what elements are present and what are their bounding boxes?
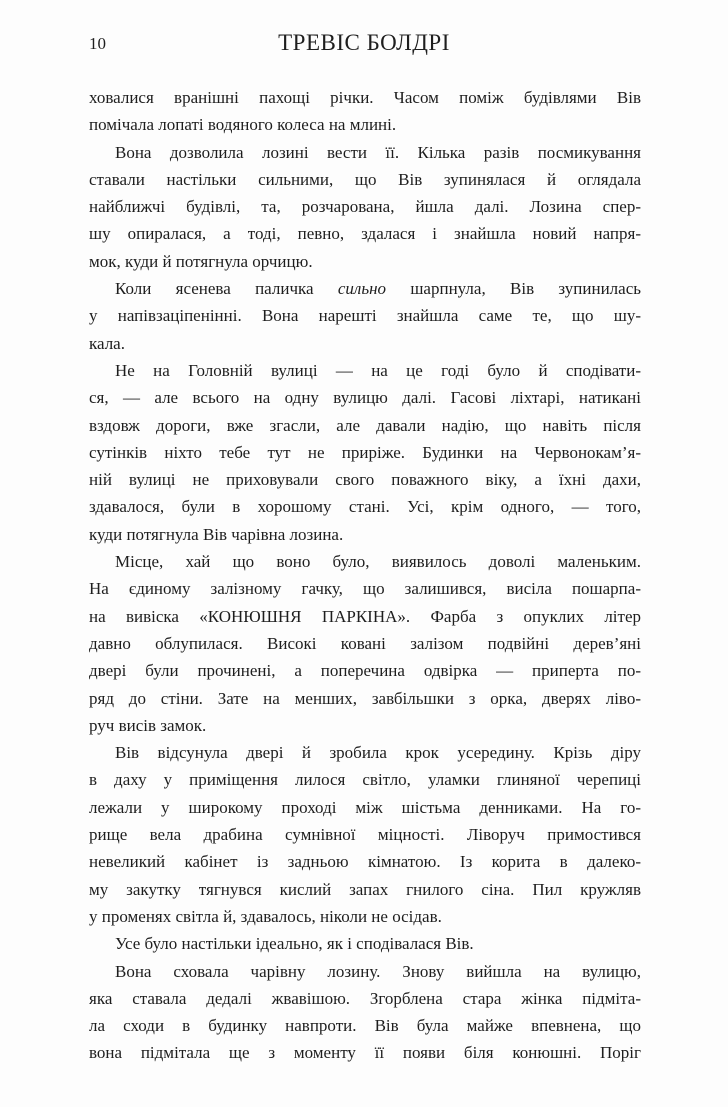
text-line: ряд до стіни. Зате на менших, завбільшки з орка, дверях ліво- [89, 688, 641, 708]
text-line: давно облупилася. Високі ковані залізом подвійні дерев’яні [89, 633, 641, 653]
text-line: на вивіска «КОНЮШНЯ ПАРКІНА». Фарба з опуклих літер [89, 606, 641, 626]
text-line: найближчі будівлі, та, розчарована, йшла далі. Лозина спер- [89, 197, 641, 217]
text-line: мок, куди й потягнула орчицю. [89, 251, 313, 271]
text-line: Вів відсунула двері й зробила крок усередину. Крізь діру [115, 743, 641, 763]
text-line: ховалися вранішні пахощі річки. Часом поміж будівлями Вів [89, 88, 641, 107]
body-text [89, 84, 641, 1067]
text-line: невеликий кабінет із задньою кімнатою. Із корита в далеко- [89, 852, 641, 872]
text-segment: Коли ясенева паличка [115, 279, 338, 299]
text-line: лежали у широкому проході між шістьма денниками. На го- [89, 797, 641, 817]
running-head: ТРЕВІС БОЛДРІ [278, 30, 450, 55]
text-line: Вона сховала чарівну лозину. Знову вийшла на вулицю, [115, 961, 641, 981]
text-line: му закутку тягнувся кислий запах гнилого сіна. Пил кружляв [89, 879, 641, 899]
paragraph [89, 930, 641, 957]
paragraph [89, 739, 641, 930]
text-line: яка ставала дедалі жвавішою. Згорблена стара жінка підміта- [89, 988, 641, 1008]
text-line: двері були прочинені, а поперечина одвірка — приперта по- [89, 661, 641, 681]
text-line: руч висів замок. [89, 715, 207, 735]
paragraph [89, 275, 641, 357]
text-line [89, 275, 641, 302]
paragraph [89, 139, 641, 275]
text-line: ній вулиці не приховували свого поважного віку, а їхні дахи, [89, 470, 641, 490]
paragraph [89, 357, 641, 548]
text-line: здавалося, були в хорошому стані. Усі, крім одного, — того, [89, 497, 641, 517]
text-line: Усе було настільки ідеально, як і сподівалася Вів. [115, 934, 474, 954]
text-line: у променях світла й, здавалось, ніколи не осідав. [89, 906, 442, 926]
text-line: ставали настільки сильними, що Вів зупинялася й оглядала [89, 169, 641, 189]
page-number: 10 [89, 34, 106, 53]
text-line: рище вела драбина сумнівної міцності. Ліворуч примостився [89, 825, 641, 845]
text-line: кала. [89, 333, 125, 353]
italic-emphasis: сильно [337, 279, 387, 299]
text-line: в даху у приміщення лилося світло, уламки глиняної черепиці [89, 770, 641, 790]
page-header [0, 28, 728, 84]
paragraph [89, 548, 641, 739]
paragraph [89, 958, 641, 1067]
text-segment: шарпнула, Вів зупинилась [386, 279, 641, 299]
paragraph [89, 84, 641, 139]
text-line: Вона дозволила лозині вести її. Кілька разів посмикування [115, 142, 641, 162]
text-line: Місце, хай що воно було, виявилось доволі маленьким. [115, 552, 641, 572]
text-line: На єдиному залізному гачку, що залишився, висіла пошарпа- [89, 579, 641, 599]
text-line: Не на Головній вулиці — на це годі було й сподівати- [115, 360, 641, 380]
text-line: ла сходи в будинку навпроти. Вів була майже впевнена, що [89, 1016, 641, 1036]
text-line: вздовж дороги, вже згасли, але давали надію, що навіть після [89, 415, 641, 435]
text-line: шу опиралася, а тоді, певно, здалася і знайшла новий напря- [89, 224, 641, 244]
text-line: вона підмітала ще з моменту її появи біля конюшні. Поріг [89, 1043, 641, 1063]
text-line: ся, — але всього на одну вулицю далі. Гасові ліхтарі, натикані [89, 388, 641, 408]
text-line: сутінків ніхто тебе тут не приріже. Будинки на Червонокам’я- [89, 442, 641, 462]
text-line: у напівзаціпенінні. Вона нарешті знайшла саме те, що шу- [89, 306, 641, 326]
text-line: куди потягнула Вів чарівна лозина. [89, 524, 344, 544]
text-line: помічала лопаті водяного колеса на млині. [89, 115, 397, 135]
